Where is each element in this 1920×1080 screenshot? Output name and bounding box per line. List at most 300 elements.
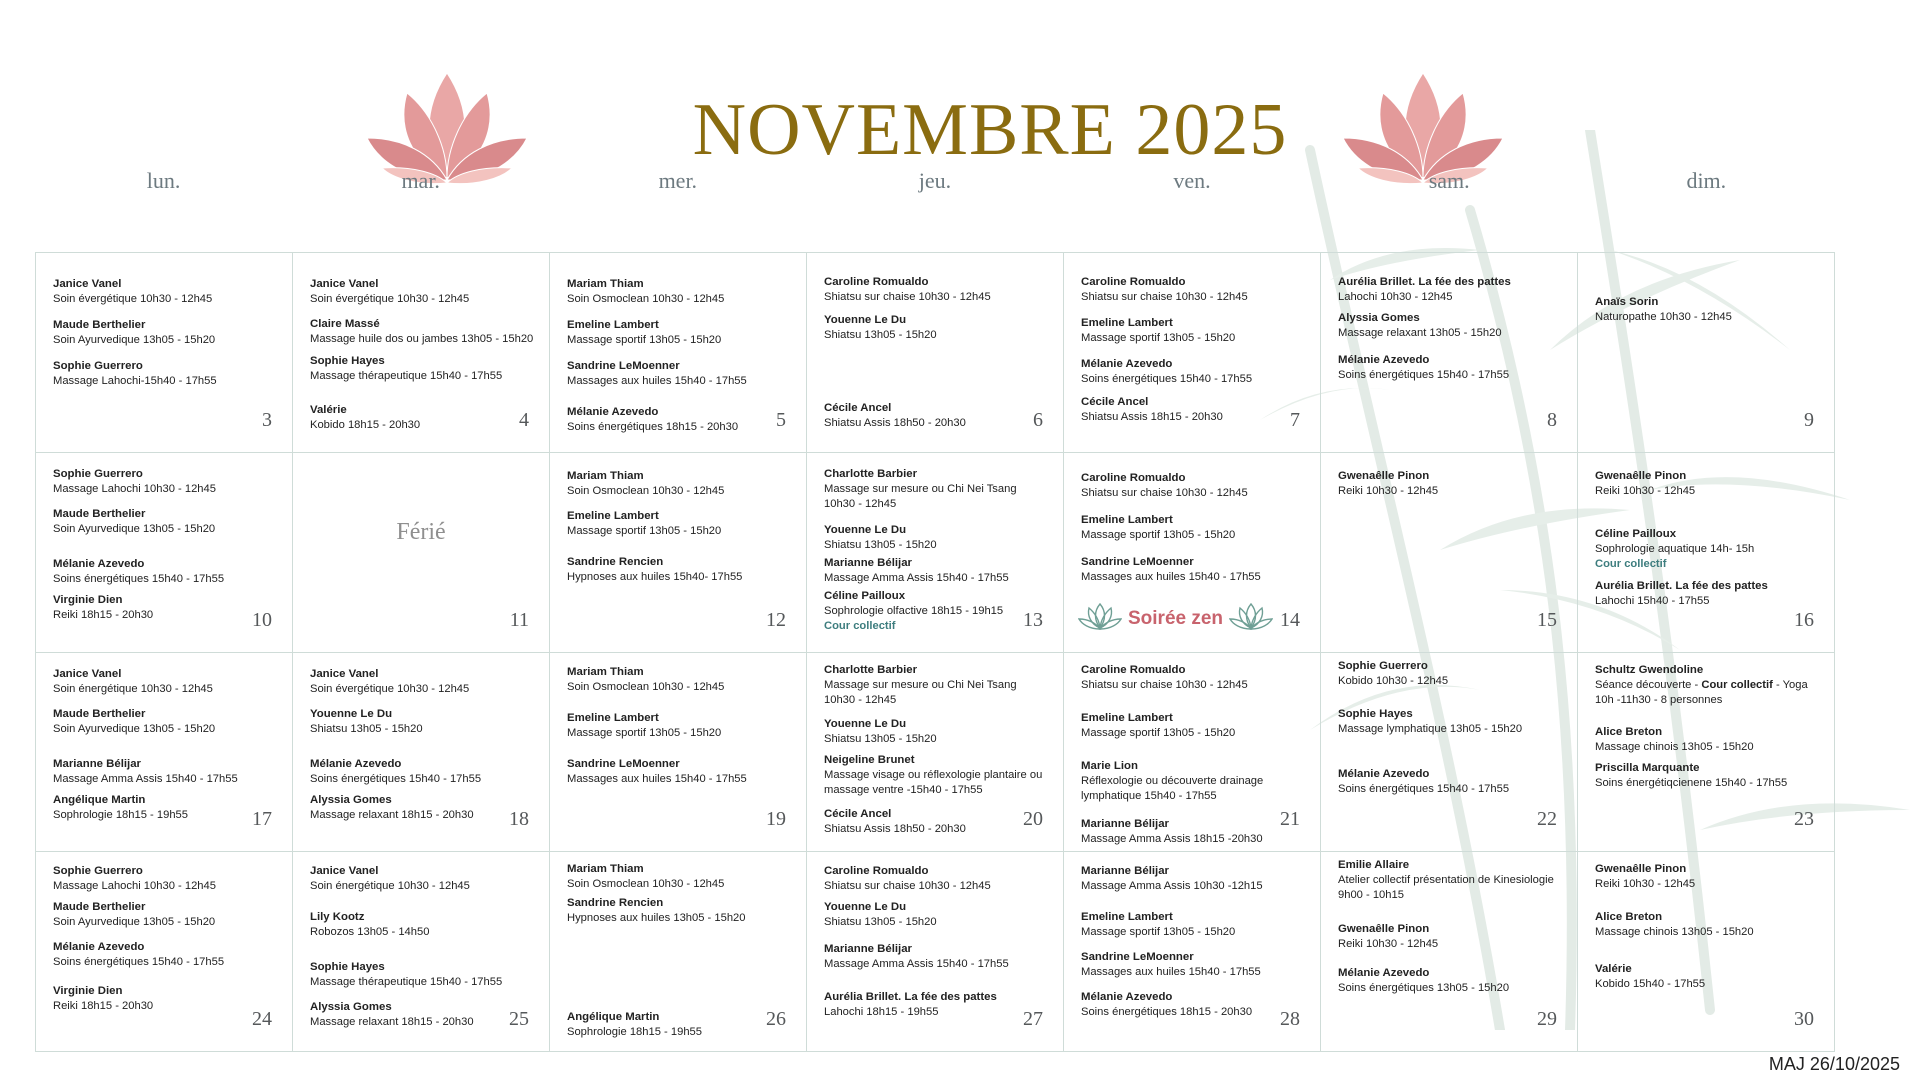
appointment-entry[interactable]: [824, 313, 1049, 343]
appointment-entry[interactable]: [1595, 663, 1820, 708]
service-detail: Massage Lahochi 10h30 - 12h45: [53, 880, 216, 893]
service-detail: Soin Ayurvedique 13h05 - 15h20: [53, 334, 216, 346]
practitioner-name: Mélanie Azevedo: [1338, 767, 1430, 780]
appointment-entry[interactable]: [1595, 295, 1820, 325]
day-cell[interactable]: [1064, 453, 1321, 653]
day-number: 17: [252, 808, 272, 831]
day-cell[interactable]: [293, 253, 550, 453]
day-number: 9: [1804, 408, 1814, 431]
appointment-entry[interactable]: [567, 405, 792, 435]
day-cell[interactable]: [1064, 653, 1321, 853]
day-number: 23: [1794, 808, 1814, 831]
appointment-entry[interactable]: [53, 667, 278, 697]
day-number: 7: [1290, 408, 1300, 431]
day-cell[interactable]: [1578, 653, 1835, 853]
practitioner-name: Janice Vanel: [310, 865, 379, 878]
day-cell[interactable]: [550, 852, 807, 1052]
appointment-entry[interactable]: [824, 900, 1049, 930]
appointment-entry[interactable]: [1081, 395, 1306, 425]
practitioner-name: Alyssia Gomes: [1338, 312, 1420, 324]
day-cell[interactable]: [1064, 852, 1321, 1052]
calendar-title: NOVEMBRE 2025: [692, 89, 1288, 171]
appointment-entry[interactable]: [567, 509, 792, 539]
service-detail: Shiatsu 13h05 - 15h20: [824, 732, 937, 745]
day-cell[interactable]: [1321, 453, 1578, 653]
practitioner-name: Caroline Romualdo: [1081, 276, 1186, 288]
last-updated: MAJ 26/10/2025: [1768, 1054, 1900, 1074]
day-number: 21: [1280, 808, 1300, 831]
appointment-entry[interactable]: [53, 277, 278, 307]
practitioner-name: Emeline Lambert: [1081, 513, 1173, 526]
day-number: 12: [766, 608, 786, 631]
appointment-entry[interactable]: [310, 317, 535, 347]
service-detail: Soin énergétique 10h30 - 12h45: [310, 880, 470, 893]
weekday-label: ven.: [1173, 168, 1211, 193]
appointment-entry[interactable]: [310, 707, 535, 737]
appointment-entry[interactable]: [1338, 767, 1563, 797]
service-detail: Hypnoses aux huiles 13h05 - 15h20: [567, 912, 746, 925]
appointment-entry[interactable]: [53, 467, 278, 497]
day-cell[interactable]: [807, 453, 1064, 653]
practitioner-name: Maude Berthelier: [53, 319, 146, 331]
service-detail: Soin Ayurvedique 13h05 - 15h20: [53, 916, 216, 929]
service-detail: Shiatsu 13h05 - 15h20: [824, 916, 937, 929]
practitioner-name: Mélanie Azevedo: [1338, 967, 1430, 980]
appointment-entry[interactable]: [824, 556, 1049, 586]
service-detail: Shiatsu sur chaise 10h30 - 12h45: [1081, 678, 1248, 691]
appointment-entry[interactable]: [567, 469, 792, 499]
collective-label: Cour collectif: [1701, 678, 1773, 691]
holiday-label: Férié: [396, 518, 446, 545]
service-detail: Sophrologie 18h15 - 19h55: [53, 808, 188, 821]
practitioner-name: Caroline Romualdo: [824, 276, 929, 288]
service-detail: Soins énergétiques 15h40 - 17h55: [1338, 782, 1510, 795]
day-cell[interactable]: [1321, 852, 1578, 1052]
service-detail: Réflexologie ou découverte drainage lymphatique 15h40 - 17h55: [1081, 774, 1264, 802]
practitioner-name: Sophie Guerrero: [53, 360, 143, 372]
service-detail: Shiatsu 13h05 - 15h20: [824, 538, 937, 551]
practitioner-name: Aurélia Brillet. La fée des pattes: [824, 991, 997, 1004]
practitioner-name: Angélique Martin: [53, 793, 146, 806]
service-detail: Soin évergétique 10h30 - 12h45: [310, 293, 470, 305]
appointment-entry[interactable]: [53, 359, 278, 389]
practitioner-name: Mariam Thiam: [567, 278, 644, 290]
appointment-entry[interactable]: [1595, 910, 1820, 940]
day-cell[interactable]: [550, 453, 807, 653]
practitioner-name: Gwenaêlle Pinon: [1595, 469, 1687, 482]
service-detail: Massage Amma Assis 15h40 - 17h55: [824, 571, 1009, 584]
service-detail: Shiatsu sur chaise 10h30 - 12h45: [824, 880, 991, 893]
appointment-entry[interactable]: [824, 275, 1049, 305]
practitioner-name: Janice Vanel: [53, 278, 122, 290]
weekday-label: lun.: [146, 168, 181, 193]
service-detail: Naturopathe 10h30 - 12h45: [1595, 311, 1732, 323]
appointment-entry[interactable]: [1338, 922, 1563, 952]
service-detail: Shiatsu 13h05 - 15h20: [824, 329, 937, 341]
day-cell[interactable]: [1321, 653, 1578, 853]
practitioner-name: Aurélia Brillet. La fée des pattes: [1338, 276, 1511, 288]
appointment-entry[interactable]: [824, 401, 1049, 431]
appointment-entry[interactable]: [824, 807, 1049, 837]
practitioner-name: Mélanie Azevedo: [1338, 354, 1430, 366]
day-cell[interactable]: [1321, 253, 1578, 453]
appointment-entry[interactable]: [1081, 759, 1306, 804]
service-detail: Massage relaxant 18h15 - 20h30: [310, 1016, 474, 1029]
appointment-entry[interactable]: [53, 707, 278, 737]
day-cell[interactable]: [293, 653, 550, 853]
practitioner-name: Valérie: [310, 404, 347, 416]
appointment-entry[interactable]: [310, 910, 535, 940]
practitioner-name: Charlotte Barbier: [824, 663, 918, 676]
day-number: 8: [1547, 408, 1557, 431]
weekday-label: jeu.: [918, 168, 952, 193]
day-cell[interactable]: [1578, 453, 1835, 653]
appointment-entry[interactable]: [310, 354, 535, 384]
day-cell[interactable]: [1578, 852, 1835, 1052]
service-detail: Massage sportif 13h05 - 15h20: [567, 524, 722, 537]
appointment-entry[interactable]: [1081, 864, 1306, 894]
appointment-entry[interactable]: [53, 318, 278, 348]
service-detail: Shiatsu sur chaise 10h30 - 12h45: [1081, 291, 1248, 303]
practitioner-name: Alice Breton: [1595, 725, 1663, 738]
service-detail: Sophrologie 18h15 - 19h55: [567, 1026, 702, 1039]
collective-note: Cour collectif: [824, 619, 896, 632]
practitioner-name: Youenne Le Du: [310, 707, 393, 720]
day-cell[interactable]: [293, 852, 550, 1052]
appointment-entry[interactable]: [567, 862, 792, 892]
appointment-entry[interactable]: [824, 753, 1049, 798]
practitioner-name: Cécile Ancel: [824, 402, 892, 414]
service-detail: Massage sportif 13h05 - 15h20: [1081, 926, 1236, 939]
practitioner-name: Sophie Hayes: [1338, 707, 1413, 720]
appointment-entry[interactable]: [824, 663, 1049, 708]
practitioner-name: Mélanie Azevedo: [1081, 358, 1173, 370]
appointment-entry[interactable]: [567, 555, 792, 585]
practitioner-name: Marianne Bélijar: [1081, 817, 1169, 830]
weekday-label: mer.: [658, 168, 698, 193]
service-detail: Massage Amma Assis 18h15 -20h30: [1081, 832, 1263, 845]
appointment-entry[interactable]: [1338, 966, 1563, 996]
appointment-entry[interactable]: [310, 1000, 535, 1030]
weekday-label: sam.: [1428, 168, 1470, 193]
day-number: 10: [252, 608, 272, 631]
appointment-entry[interactable]: [567, 757, 792, 787]
service-detail: Shiatsu sur chaise 10h30 - 12h45: [824, 291, 991, 303]
service-detail: Shiatsu Assis 18h50 - 20h30: [824, 822, 966, 835]
day-number: 26: [766, 1008, 786, 1030]
weekday-label: dim.: [1686, 168, 1727, 193]
service-detail: Massage huile dos ou jambes 13h05 - 15h20: [310, 333, 534, 345]
practitioner-name: Marianne Bélijar: [824, 556, 912, 569]
service-detail: Soin évergétique 10h30 - 12h45: [310, 682, 470, 695]
appointment-entry[interactable]: [824, 467, 1049, 512]
service-detail: Sophrologie olfactive 18h15 - 19h15: [824, 604, 1004, 617]
day-number: 15: [1537, 608, 1557, 631]
practitioner-name: Valérie: [1595, 963, 1632, 976]
appointment-entry[interactable]: [310, 667, 535, 697]
day-number: 14: [1280, 608, 1300, 631]
appointment-entry[interactable]: [1081, 663, 1306, 693]
collective-note: Cour collectif: [1595, 557, 1667, 570]
service-detail: Sophrologie aquatique 14h- 15h: [1595, 542, 1755, 555]
practitioner-name: Marianne Bélijar: [53, 757, 141, 770]
service-detail: Soins énergétiques 15h40 - 17h55: [53, 956, 225, 969]
day-cell[interactable]: [550, 653, 807, 853]
day-cell[interactable]: [293, 453, 550, 653]
practitioner-name: Sophie Guerrero: [53, 865, 143, 878]
service-detail: Kobido 18h15 - 20h30: [310, 419, 421, 431]
appointment-entry[interactable]: [1081, 555, 1306, 585]
appointment-entry[interactable]: [1595, 527, 1820, 572]
practitioner-name: Emeline Lambert: [567, 711, 659, 724]
service-detail: Massages aux huiles 15h40 - 17h55: [1081, 570, 1261, 583]
practitioner-name: Emeline Lambert: [567, 319, 659, 331]
appointment-entry[interactable]: [1081, 817, 1306, 847]
appointment-entry[interactable]: [1081, 275, 1306, 305]
appointment-entry[interactable]: [1338, 858, 1563, 903]
day-cell[interactable]: [807, 653, 1064, 853]
day-cell[interactable]: [1064, 253, 1321, 453]
service-detail: Reiki 10h30 - 12h45: [1338, 938, 1439, 951]
appointment-entry[interactable]: [824, 589, 1049, 634]
day-number: 6: [1033, 408, 1043, 431]
service-detail: Reiki 10h30 - 12h45: [1595, 878, 1696, 891]
service-detail: Soins énergétiqcienene 15h40 - 17h55: [1595, 776, 1788, 789]
practitioner-name: Youenne Le Du: [824, 523, 907, 536]
practitioner-name: Youenne Le Du: [824, 314, 907, 326]
appointment-entry[interactable]: [53, 793, 278, 823]
service-detail: Massage relaxant 13h05 - 15h20: [1338, 327, 1502, 339]
service-detail: Massage sportif 13h05 - 15h20: [1081, 726, 1236, 739]
practitioner-name: Sandrine Rencien: [567, 555, 664, 568]
service-detail: Soins énergétiques 15h40 - 17h55: [1081, 373, 1253, 385]
service-detail: Reiki 10h30 - 12h45: [1338, 484, 1439, 497]
service-detail: Soins énergétiques 15h40 - 17h55: [310, 772, 482, 785]
appointment-entry[interactable]: [567, 359, 792, 389]
service-detail: Massage sportif 13h05 - 15h20: [567, 334, 722, 346]
service-detail: Massage visage ou réflexologie plantaire ou massage ventre -15h40 - 17h55: [824, 768, 1043, 796]
appointment-entry[interactable]: [53, 757, 278, 787]
day-number: 28: [1280, 1008, 1300, 1030]
appointment-entry[interactable]: [567, 665, 792, 695]
practitioner-name: Aurélia Brillet. La fée des pattes: [1595, 579, 1768, 592]
day-number: 30: [1794, 1008, 1814, 1030]
practitioner-name: Caroline Romualdo: [1081, 471, 1186, 484]
day-cell[interactable]: [36, 453, 293, 653]
appointment-entry[interactable]: [310, 277, 535, 307]
practitioner-name: Sandrine Rencien: [567, 897, 664, 910]
service-detail: Kobido 10h30 - 12h45: [1338, 674, 1449, 687]
appointment-entry[interactable]: [1338, 275, 1563, 305]
appointment-entry[interactable]: [1081, 711, 1306, 741]
appointment-entry[interactable]: [824, 864, 1049, 894]
practitioner-name: Maude Berthelier: [53, 901, 146, 914]
appointment-entry[interactable]: [1338, 311, 1563, 341]
practitioner-name: Sophie Hayes: [310, 961, 385, 974]
practitioner-name: Neigeline Brunet: [824, 753, 915, 766]
appointment-entry[interactable]: [1081, 357, 1306, 387]
practitioner-name: Anaïs Sorin: [1595, 296, 1659, 308]
appointment-entry[interactable]: [1081, 990, 1306, 1020]
appointment-entry[interactable]: [1081, 471, 1306, 501]
practitioner-name: Mélanie Azevedo: [567, 406, 659, 418]
practitioner-name: Youenne Le Du: [824, 717, 907, 730]
practitioner-name: Sandrine LeMoenner: [567, 757, 680, 770]
appointment-entry[interactable]: [53, 984, 278, 1014]
day-number: 13: [1023, 608, 1043, 631]
service-detail: Massage Amma Assis 15h40 - 17h55: [53, 772, 238, 785]
appointment-entry[interactable]: [567, 1010, 792, 1040]
appointment-entry[interactable]: [310, 757, 535, 787]
day-cell[interactable]: [1578, 253, 1835, 453]
practitioner-name: Mariam Thiam: [567, 469, 644, 482]
practitioner-name: Mariam Thiam: [567, 665, 644, 678]
appointment-entry[interactable]: [1338, 707, 1563, 737]
service-detail: Massage relaxant 18h15 - 20h30: [310, 808, 474, 821]
practitioner-name: Gwenaêlle Pinon: [1595, 863, 1687, 876]
practitioner-name: Emeline Lambert: [567, 509, 659, 522]
weekday-label: mar.: [401, 168, 440, 193]
day-number: 3: [262, 408, 272, 431]
practitioner-name: Mariam Thiam: [567, 863, 644, 876]
practitioner-name: Maude Berthelier: [53, 707, 146, 720]
appointment-entry[interactable]: [1338, 659, 1563, 689]
day-cell[interactable]: [807, 253, 1064, 453]
service-detail: Reiki 10h30 - 12h45: [1595, 484, 1696, 497]
service-detail: Massages aux huiles 15h40 - 17h55: [567, 772, 747, 785]
service-detail: Lahochi 10h30 - 12h45: [1338, 291, 1453, 303]
appointment-entry[interactable]: [824, 942, 1049, 972]
practitioner-name: Janice Vanel: [53, 667, 122, 680]
service-detail: Lahochi 18h15 - 19h55: [824, 1006, 939, 1019]
day-number: 20: [1023, 808, 1043, 831]
appointment-entry[interactable]: [310, 403, 535, 433]
appointment-entry[interactable]: [1595, 469, 1820, 499]
service-detail: Soins énergétiques 13h05 - 15h20: [1338, 982, 1510, 995]
day-number: 4: [519, 408, 529, 431]
day-cell[interactable]: [36, 653, 293, 853]
appointment-entry[interactable]: [53, 557, 278, 587]
service-detail: Séance découverte - Cour collectif - Yoga: [1595, 678, 1808, 691]
service-detail: Soin Ayurvedique 13h05 - 15h20: [53, 722, 216, 735]
service-detail: Robozos 13h05 - 14h50: [310, 926, 430, 939]
practitioner-name: Caroline Romualdo: [1081, 663, 1186, 676]
day-number: 16: [1794, 608, 1814, 631]
appointment-entry[interactable]: [1595, 962, 1820, 992]
appointment-entry[interactable]: [1595, 862, 1820, 892]
event-label: Soirée zen: [1128, 607, 1224, 629]
service-detail: Soin évergétique 10h30 - 12h45: [53, 293, 213, 305]
day-number: 19: [766, 808, 786, 831]
service-detail: Shiatsu Assis 18h15 - 20h30: [1081, 411, 1223, 423]
practitioner-name: Priscilla Marquante: [1595, 761, 1700, 774]
appointment-entry[interactable]: [824, 990, 1049, 1020]
day-cell[interactable]: [550, 253, 807, 453]
lotus-icon: [1078, 602, 1122, 636]
appointment-entry[interactable]: [53, 940, 278, 970]
appointment-entry[interactable]: [567, 318, 792, 348]
practitioner-name: Schultz Gwendoline: [1595, 663, 1704, 676]
appointment-entry[interactable]: [1338, 353, 1563, 383]
practitioner-name: Céline Pailloux: [1595, 527, 1677, 540]
service-detail: Massage sportif 13h05 - 15h20: [1081, 528, 1236, 541]
appointment-entry[interactable]: [1595, 761, 1820, 791]
appointment-entry[interactable]: [1081, 513, 1306, 543]
service-detail: Lahochi 15h40 - 17h55: [1595, 594, 1710, 607]
service-detail: Atelier collectif présentation de Kinesiologie 9h00 - 10h15: [1338, 874, 1554, 902]
appointment-entry[interactable]: [824, 717, 1049, 747]
appointment-entry[interactable]: [53, 900, 278, 930]
practitioner-name: Gwenaêlle Pinon: [1338, 923, 1430, 936]
event-banner[interactable]: [1078, 602, 1273, 636]
service-detail: Massage chinois 13h05 - 15h20: [1595, 926, 1754, 939]
day-number: 24: [252, 1008, 272, 1030]
practitioner-name: Sophie Hayes: [310, 355, 385, 367]
appointment-entry[interactable]: [1595, 579, 1820, 609]
practitioner-name: Sandrine LeMoenner: [1081, 951, 1194, 964]
appointment-entry[interactable]: [1595, 725, 1820, 755]
practitioner-name: Emeline Lambert: [1081, 711, 1173, 724]
day-cell[interactable]: [36, 852, 293, 1052]
service-detail: Massage Amma Assis 10h30 -12h15: [1081, 880, 1263, 893]
practitioner-name: Angélique Martin: [567, 1011, 660, 1024]
appointment-entry[interactable]: [310, 960, 535, 990]
service-detail: Reiki 18h15 - 20h30: [53, 1000, 154, 1013]
appointment-entry[interactable]: [310, 864, 535, 894]
practitioner-name: Marianne Bélijar: [824, 943, 912, 956]
appointment-entry[interactable]: [567, 711, 792, 741]
practitioner-name: Youenne Le Du: [824, 901, 907, 914]
practitioner-name: Alyssia Gomes: [310, 793, 392, 806]
appointment-entry[interactable]: [567, 896, 792, 926]
practitioner-name: Marianne Bélijar: [1081, 865, 1169, 878]
practitioner-name: Mélanie Azevedo: [310, 757, 402, 770]
day-cell[interactable]: [807, 852, 1064, 1052]
service-detail: Massages aux huiles 15h40 - 17h55: [1081, 966, 1261, 979]
service-detail: Shiatsu 13h05 - 15h20: [310, 722, 423, 735]
appointment-entry[interactable]: [53, 507, 278, 537]
practitioner-name: Mélanie Azevedo: [53, 941, 145, 954]
practitioner-name: Sophie Guerrero: [1338, 659, 1428, 672]
practitioner-name: Alice Breton: [1595, 911, 1663, 924]
appointment-entry[interactable]: [567, 277, 792, 307]
practitioner-name: Emeline Lambert: [1081, 317, 1173, 329]
appointment-entry[interactable]: [310, 793, 535, 823]
day-cell[interactable]: [36, 253, 293, 453]
day-number: 22: [1537, 808, 1557, 831]
service-detail: Soin Osmoclean 10h30 - 12h45: [567, 293, 725, 305]
service-detail: Massage sportif 13h05 - 15h20: [567, 726, 722, 739]
lotus-icon: [1229, 602, 1273, 636]
service-detail: Soins énergétiques 15h40 - 17h55: [1338, 369, 1510, 381]
appointment-entry[interactable]: [53, 593, 278, 623]
service-detail: Hypnoses aux huiles 15h40- 17h55: [567, 570, 743, 583]
practitioner-name: Gwenaêlle Pinon: [1338, 469, 1430, 482]
practitioner-name: Charlotte Barbier: [824, 467, 918, 480]
appointment-entry[interactable]: [824, 523, 1049, 553]
appointment-entry[interactable]: [1081, 950, 1306, 980]
day-number: 25: [509, 1008, 529, 1030]
appointment-entry[interactable]: [53, 864, 278, 894]
practitioner-name: Janice Vanel: [310, 278, 379, 290]
appointment-entry[interactable]: [1081, 910, 1306, 940]
practitioner-name: Virginie Dien: [53, 985, 123, 998]
service-detail: Massage sportif 13h05 - 15h20: [1081, 332, 1236, 344]
appointment-entry[interactable]: [1338, 469, 1563, 499]
calendar-grid: [35, 252, 1835, 1052]
practitioner-name: Janice Vanel: [310, 667, 379, 680]
appointment-entry[interactable]: [1081, 316, 1306, 346]
